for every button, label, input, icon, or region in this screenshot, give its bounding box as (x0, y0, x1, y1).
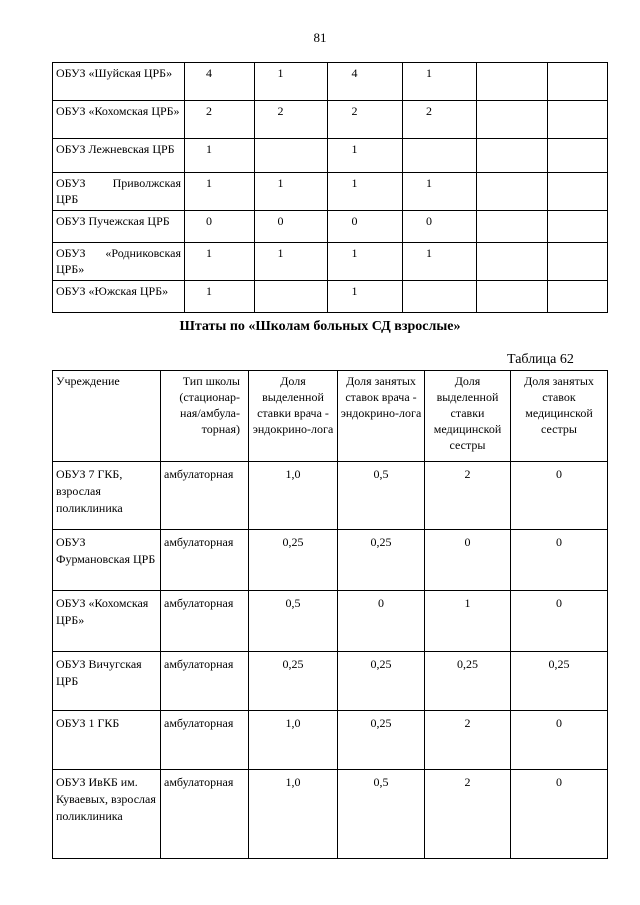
staff-table (52, 370, 608, 859)
org-cell: ОБУЗ Лежневская ЦРБ (53, 139, 185, 173)
value-cell: 0 (328, 211, 403, 243)
org-cell: ОБУЗ Приволжская ЦРБ (53, 173, 185, 211)
table-row (53, 139, 608, 173)
value-cell: 2 (185, 101, 255, 139)
value-cell: 0 (403, 211, 477, 243)
school-type-cell: амбулаторная (161, 591, 249, 652)
value-cell: 2 (328, 101, 403, 139)
school-type-cell: амбулаторная (161, 652, 249, 711)
table-row (53, 63, 608, 101)
doctor-occupied-cell: 0,25 (338, 652, 425, 711)
nurse-rate-cell: 2 (425, 711, 511, 770)
value-cell: 1 (185, 243, 255, 281)
table-label: Таблица 62 (507, 352, 574, 367)
table-row (53, 770, 608, 859)
value-cell: 1 (403, 173, 477, 211)
nurse-rate-cell: 0 (425, 530, 511, 591)
header-nurse-occupied: Доля занятых ставок медицинской сестры (511, 371, 608, 462)
org-cell: ОБУЗ 7 ГКБ, взрослая поликлиника (53, 462, 161, 530)
org-cell: ОБУЗ «Шуйская ЦРБ» (53, 63, 185, 101)
table-row (53, 530, 608, 591)
header-nurse-rate: Доля выделенной ставки медицинской сестры (425, 371, 511, 462)
value-cell (477, 243, 548, 281)
org-cell: ОБУЗ Фурмановская ЦРБ (53, 530, 161, 591)
continued-table (52, 62, 608, 313)
header-doctor-rate: Доля выделенной ставки врача - эндокрино-лога (249, 371, 338, 462)
value-cell (477, 101, 548, 139)
value-cell (548, 243, 608, 281)
value-cell (255, 281, 328, 313)
org-cell: ОБУЗ 1 ГКБ (53, 711, 161, 770)
value-cell (548, 281, 608, 313)
doctor-rate-cell: 0,5 (249, 591, 338, 652)
header-doctor-occupied: Доля занятых ставок врача - эндокрино-лога (338, 371, 425, 462)
nurse-rate-cell: 0,25 (425, 652, 511, 711)
header-row (53, 371, 608, 462)
doctor-occupied-cell: 0,5 (338, 462, 425, 530)
nurse-occupied-cell: 0 (511, 591, 608, 652)
table-row (53, 652, 608, 711)
doctor-rate-cell: 1,0 (249, 462, 338, 530)
nurse-occupied-cell: 0 (511, 711, 608, 770)
table-row (53, 243, 608, 281)
header-school-type: Тип школы (стационар-ная/амбула-торная) (161, 371, 249, 462)
value-cell: 4 (328, 63, 403, 101)
nurse-occupied-cell: 0,25 (511, 652, 608, 711)
value-cell (403, 281, 477, 313)
school-type-cell: амбулаторная (161, 462, 249, 530)
nurse-rate-cell: 1 (425, 591, 511, 652)
nurse-occupied-cell: 0 (511, 530, 608, 591)
nurse-occupied-cell: 0 (511, 462, 608, 530)
value-cell: 1 (328, 173, 403, 211)
doctor-rate-cell: 0,25 (249, 530, 338, 591)
value-cell: 1 (328, 281, 403, 313)
value-cell (477, 211, 548, 243)
value-cell (477, 173, 548, 211)
value-cell: 1 (185, 139, 255, 173)
org-cell: ОБУЗ Пучежская ЦРБ (53, 211, 185, 243)
value-cell: 1 (403, 63, 477, 101)
org-cell: ОБУЗ «Родниковская ЦРБ» (53, 243, 185, 281)
table-row (53, 591, 608, 652)
section-title: Штаты по «Школам больных СД взрослые» (179, 319, 461, 334)
table-row (53, 462, 608, 530)
org-cell: ОБУЗ «Кохомская ЦРБ» (53, 591, 161, 652)
nurse-rate-cell: 2 (425, 462, 511, 530)
doctor-occupied-cell: 0,25 (338, 530, 425, 591)
nurse-rate-cell: 2 (425, 770, 511, 859)
value-cell (548, 101, 608, 139)
school-type-cell: амбулаторная (161, 711, 249, 770)
value-cell (548, 173, 608, 211)
value-cell: 2 (403, 101, 477, 139)
header-org: Учреждение (53, 371, 161, 462)
value-cell: 1 (255, 63, 328, 101)
org-cell: ОБУЗ Вичугская ЦРБ (53, 652, 161, 711)
value-cell (477, 139, 548, 173)
table-row (53, 711, 608, 770)
nurse-occupied-cell: 0 (511, 770, 608, 859)
value-cell: 4 (185, 63, 255, 101)
table-row (53, 211, 608, 243)
value-cell (548, 211, 608, 243)
doctor-occupied-cell: 0,5 (338, 770, 425, 859)
page-number: 81 (313, 30, 327, 45)
doctor-rate-cell: 1,0 (249, 711, 338, 770)
value-cell: 1 (328, 243, 403, 281)
table-row (53, 173, 608, 211)
school-type-cell: амбулаторная (161, 770, 249, 859)
value-cell: 2 (255, 101, 328, 139)
value-cell: 1 (185, 173, 255, 211)
value-cell (255, 139, 328, 173)
doctor-rate-cell: 0,25 (249, 652, 338, 711)
value-cell: 1 (185, 281, 255, 313)
doctor-rate-cell: 1,0 (249, 770, 338, 859)
value-cell: 1 (403, 243, 477, 281)
value-cell (548, 63, 608, 101)
value-cell (477, 63, 548, 101)
doctor-occupied-cell: 0,25 (338, 711, 425, 770)
value-cell (477, 281, 548, 313)
value-cell: 1 (328, 139, 403, 173)
value-cell: 0 (255, 211, 328, 243)
value-cell: 0 (185, 211, 255, 243)
value-cell: 1 (255, 173, 328, 211)
org-cell: ОБУЗ «Южская ЦРБ» (53, 281, 185, 313)
org-cell: ОБУЗ «Кохомская ЦРБ» (53, 101, 185, 139)
org-cell: ОБУЗ ИвКБ им. Куваевых, взрослая поликлиника (53, 770, 161, 859)
value-cell (403, 139, 477, 173)
value-cell: 1 (255, 243, 328, 281)
table-row (53, 101, 608, 139)
doctor-occupied-cell: 0 (338, 591, 425, 652)
school-type-cell: амбулаторная (161, 530, 249, 591)
table-row (53, 281, 608, 313)
value-cell (548, 139, 608, 173)
